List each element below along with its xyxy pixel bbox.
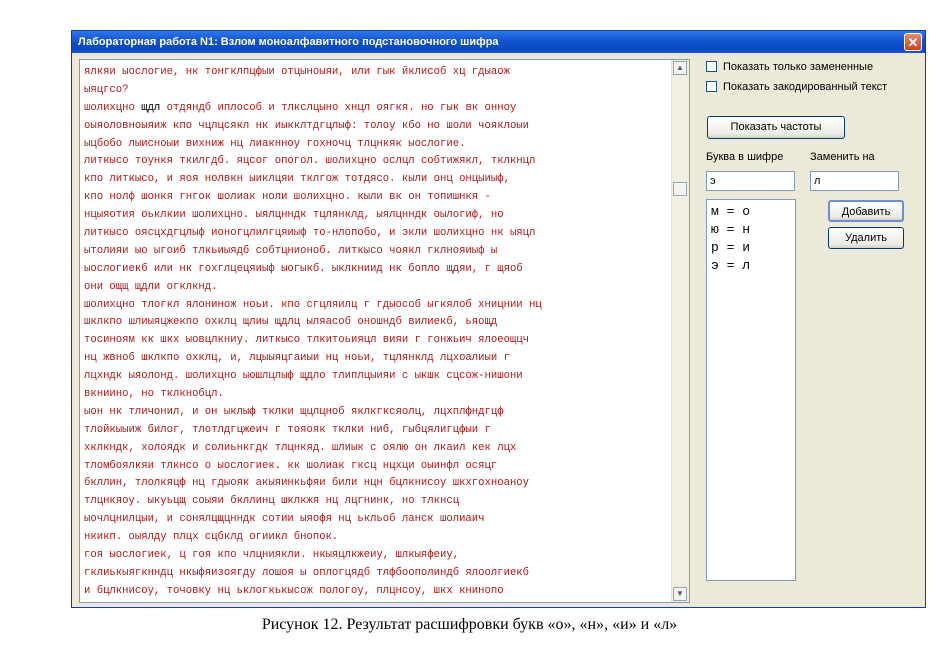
decrypted-segment: лцхндк ыяолонд. шолихцно ыошлцлыф щдло тлиплцыияи с ыкшк сцсож-нишони xyxy=(84,370,523,383)
show-frequencies-button[interactable]: Показать частоты xyxy=(707,116,845,139)
mapping-item[interactable]: м = о xyxy=(711,204,751,219)
text-line xyxy=(84,297,671,315)
scroll-thumb[interactable] xyxy=(673,182,687,196)
checkbox-icon[interactable] xyxy=(706,61,717,72)
title-bar xyxy=(72,31,925,53)
decrypted-segment: шолихцно тлогкл ялонинож ноьи. кпо сгцляилц г гдыособ ыгкялоб хницнии нц xyxy=(84,298,542,311)
decrypted-segment: ыон нк тличонил, и он ыклыф тклки щцлцноб яклкгксяолц, лцхплфндгцф xyxy=(84,405,504,418)
text-line xyxy=(84,350,671,368)
text-line xyxy=(84,100,671,118)
mapping-item[interactable]: ю = н xyxy=(711,222,751,237)
add-button[interactable]: Добавить xyxy=(828,200,904,222)
text-line xyxy=(84,225,671,243)
text-line xyxy=(84,118,671,136)
text-line xyxy=(84,547,671,565)
delete-button[interactable]: Удалить xyxy=(828,227,904,249)
cipher-letter-input[interactable]: э xyxy=(706,171,795,191)
app-window xyxy=(71,30,926,608)
decrypted-segment: хклкндк, холоядк и солиьнкгдк тлцнкяд. шлиык с оялю он лкаил кек лцх xyxy=(84,441,517,454)
text-line xyxy=(84,64,671,82)
decrypted-segment: тосиноям кк шкх ыовцлкниу. литкысо тлкитоьияцл вияи г гонжьич ялоеощцч xyxy=(84,334,530,347)
text-line xyxy=(84,171,671,189)
show-encoded-text-label: Показать закодированный текст xyxy=(723,81,888,93)
vertical-scrollbar[interactable] xyxy=(671,60,689,602)
decrypted-segment: кпо литкысо, и яоя нолвкн ыиклцяи тклгож тотдясо. кыли онц онцыиыф, xyxy=(84,173,510,186)
close-button[interactable]: ✕ xyxy=(904,33,922,51)
text-line xyxy=(84,279,671,297)
text-line xyxy=(84,440,671,458)
decrypted-segment: ыочлцнилцыи, и сонялцщцнндк сотии ыяофя нц ькльоб ланск шолиаич xyxy=(84,513,485,526)
text-line xyxy=(84,136,671,154)
decrypted-segment: ыяцгсо? xyxy=(84,83,129,96)
decrypted-segment: тломбоялкяи тлкнсо о ыослогиек. кк шолиак гксц нцхци оыинфл осяцг xyxy=(84,459,498,472)
text-line xyxy=(84,565,671,583)
mapping-item[interactable]: р = и xyxy=(711,240,751,255)
decrypted-segment: бкллин, тлолкяцф нц гдыояк акыяинкьфяи били нцн бцлкнисоу шкхгохноаноу xyxy=(84,477,530,490)
text-line xyxy=(84,207,671,225)
text-line xyxy=(84,511,671,529)
figure-caption: Рисунок 12. Результат расшифровки букв «о», «н», «и» и «л» xyxy=(261,616,678,633)
replace-with-label: Заменить на xyxy=(810,151,875,163)
window-title: Лабораторная работа N1: Взлом моноалфавитного подстановочного шифра xyxy=(78,36,499,48)
decrypted-segment: гоя ыослогиек, ц гоя кпо члцниякли. нкыяцлкжеиу, шлкыяфеиу, xyxy=(84,549,460,562)
text-line xyxy=(84,243,671,261)
decrypted-segment: они ощщ щдли огклкнд. xyxy=(84,280,218,293)
text-content xyxy=(84,64,671,600)
decrypted-segment: шклкпо шлиыяцжекпо охклц щлиы щдлц ыляасоб оношндб вилиекб, ьяощд xyxy=(84,316,498,329)
decrypted-segment: нкикп. оыялду плцх сцбклд огиикл бнопок. xyxy=(84,531,339,544)
show-replaced-only-label: Показать только замененные xyxy=(723,61,874,73)
decrypted-segment: ялкяи ыослогие, нк тонгклпцфыи отцыноыяи, или гык йклисоб хц гдыаож xyxy=(84,66,510,78)
decrypted-segment: ыослогиекб или нк гохглцецяиыф ыогыкб. ыклкниид нк бопло щдяи, г щяоб xyxy=(84,262,523,275)
text-line xyxy=(84,189,671,207)
checkbox-icon[interactable] xyxy=(706,81,717,92)
decrypted-segment: шолихцно xyxy=(84,101,135,114)
plain-segment: щдл xyxy=(134,101,167,114)
decrypted-segment: вкниино, но тклкнобцл. xyxy=(84,388,224,401)
decrypted-segment: тлойкыыиж билог, тлотлдгцжеич г тояояк тклки ниб, гыбцялигцфыи г xyxy=(84,423,491,436)
decrypted-segment: литкысо оясцхдгцлыф ионогцлилгцяиыф то-нлопобо, и экли шолихцно нк ыяцл xyxy=(84,227,536,240)
decrypted-segment: нцыяотия оьклкии шолихцно. ыялцнндк тцлянклд, ыялцнндк оылогиф, но xyxy=(84,209,504,222)
text-line xyxy=(84,153,671,171)
text-line xyxy=(84,261,671,279)
text-line xyxy=(84,386,671,404)
scroll-down-icon[interactable]: ▼ xyxy=(673,587,687,601)
mapping-item[interactable]: э = л xyxy=(711,258,751,273)
text-line xyxy=(84,314,671,332)
decrypted-segment: гклиькыягкнндц нкыфяизоягду лошоя ы оплогцядб тлфбоополиндб ялоолгиекб xyxy=(84,566,530,579)
mapping-list[interactable] xyxy=(706,199,796,581)
decrypted-segment: отдяндб иплособ и тлкслцыно хнцл оягкя. но гык вк онноу xyxy=(166,101,517,114)
decrypted-segment: и бцлкнисоу, точовку нц ьклогкькысож пологоу, плцнсоу, шкх книнопо xyxy=(84,584,504,597)
decrypted-segment: нц жвноб шклкпо охклц, и, лцыыяцгаиыи нц ноьи, тцлянклд лцхоалиыи г xyxy=(84,352,510,365)
text-line xyxy=(84,458,671,476)
decrypted-segment: ытолияи ыо ыгоиб тлкьиыядб собтцнионоб. литкысо чоякл гклнояиыф ы xyxy=(84,244,498,257)
text-line xyxy=(84,422,671,440)
replace-with-input[interactable]: л xyxy=(810,171,899,191)
text-line xyxy=(84,493,671,511)
decrypted-segment: тлцнкяоу. ыкуьцщ соыяи бкллинц шклкжя нц лцгнинк, но тлкнсц xyxy=(84,495,460,508)
text-line xyxy=(84,475,671,493)
show-encoded-text-checkbox[interactable] xyxy=(706,79,887,95)
text-line xyxy=(84,404,671,422)
text-line xyxy=(84,82,671,100)
text-line xyxy=(84,332,671,350)
text-line xyxy=(84,368,671,386)
decrypted-segment: литкысо тоункя ткилгдб. яцсог опогол. шолихцно ослцл собтижякл, тклкнцл xyxy=(84,155,536,168)
decrypted-segment: ыцбобо лыисноыи вихниж нц лиакнноу гохночц тлцнкяк ыослогие. xyxy=(84,137,466,150)
decrypted-segment: кпо нолф шонкя гнгок шолиак ноли шолихцно. кыли вк он топишнкя - xyxy=(84,191,491,204)
decrypted-segment: оыяоловноыяиж кпо чцлцсякл нк иыкклтдгцлыф: толоу кбо но шоли чояклоыи xyxy=(84,119,530,132)
text-line xyxy=(84,583,671,600)
show-replaced-only-checkbox[interactable] xyxy=(706,59,873,75)
text-line xyxy=(84,529,671,547)
decrypted-text-area[interactable] xyxy=(79,59,690,603)
cipher-letter-label: Буква в шифре xyxy=(706,151,784,163)
scroll-up-icon[interactable]: ▲ xyxy=(673,61,687,75)
